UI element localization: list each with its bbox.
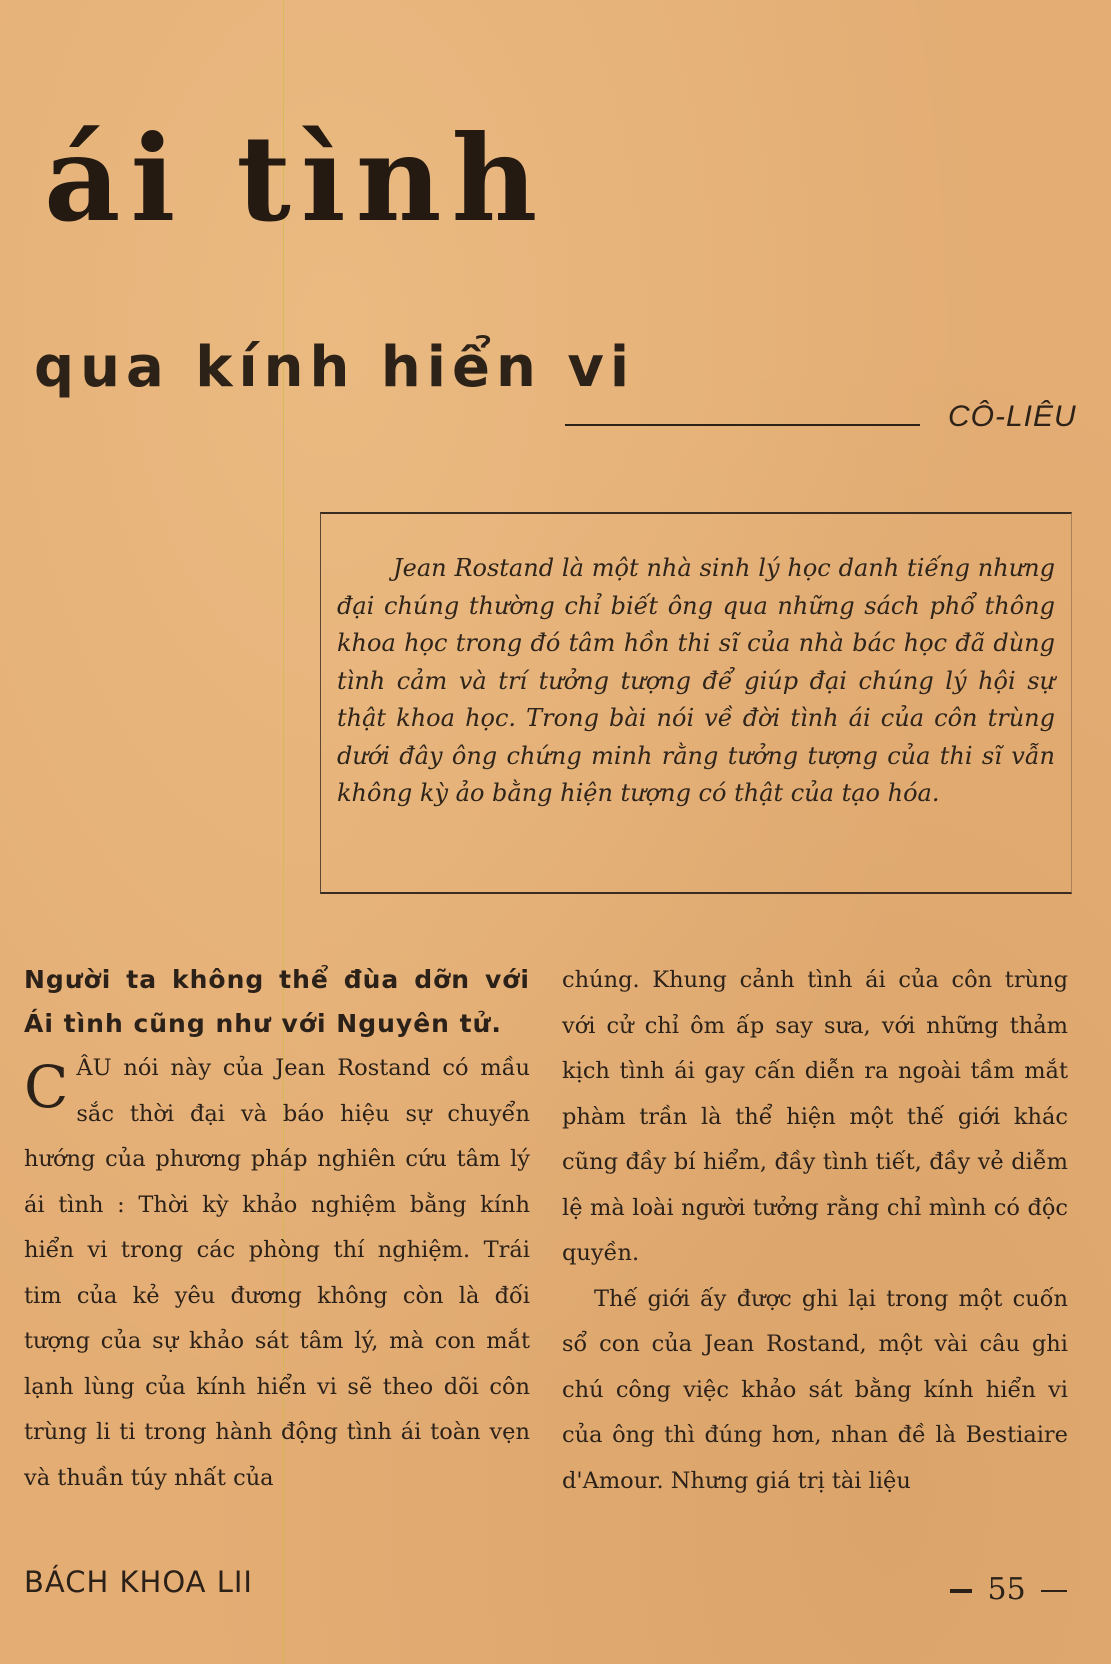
drop-cap: C: [24, 1053, 69, 1121]
article-title: ái tình: [44, 109, 548, 248]
page-number: 55: [987, 1572, 1026, 1607]
page-number-dash-left: [950, 1589, 972, 1593]
page-number-footer: [944, 1572, 1073, 1607]
author-byline: CÔ-LIÊU: [948, 400, 1077, 433]
byline-rule: [565, 424, 920, 426]
right-body-paragraph-2: Thế giới ấy được ghi lại trong một cuốn sổ con của Jean Rostand, một vài câu ghi chú công việc khảo sát bằng kính hiển vi của ông thì đúng hơn, nhan đề là Bestiaire d'Amour. Nhưng giá trị tài liệu: [562, 1285, 1068, 1494]
lead-in-quote: Người ta không thể đùa dỡn với Ái tình cũng như với Nguyên tử.: [24, 965, 530, 1038]
left-column: [24, 958, 530, 1501]
right-column: [562, 958, 1068, 1504]
right-body-paragraph-1: chúng. Khung cảnh tình ái của côn trùng với cử chỉ ôm ấp say sưa, với những thảm kịch tình ái gay cấn diễn ra ngoài tầm mắt phàm trần là thể hiện một thế giới khác cũng đầy bí hiểm, đầy tình tiết, đầy vẻ diễm lệ mà loài người tưởng rằng chỉ mình có độc quyền.: [562, 967, 1068, 1266]
left-body-paragraph: [24, 1046, 530, 1501]
left-body-text: ÂU nói này của Jean Rostand có mầu sắc thời đại và báo hiệu sự chuyển hướng của phương pháp nghiên cứu tâm lý ái tình : Thời kỳ khảo nghiệm bằng kính hiển vi trong các phòng thí nghiệm. Trái tim của kẻ yêu đương không còn là đối tượng của sự khảo sát tâm lý, mà con mắt lạnh lùng của kính hiển vi sẽ theo dõi côn trùng li ti trong hành động tình ái toàn vẹn và thuần túy nhất của: [24, 1055, 530, 1491]
article-subtitle: qua kính hiển vi: [34, 335, 636, 400]
page-number-dash-right: [1041, 1590, 1067, 1592]
intro-text: Jean Rostand là một nhà sinh lý học danh tiếng nhưng đại chúng thường chỉ biết ông qua những sách phổ thông khoa học trong đó tâm hồn thi sĩ của nhà bác học đã dùng tình cảm và trí tưởng tượng để giúp đại chúng lý hội sự thật khoa học. Trong bài nói về đời tình ái của côn trùng dưới đây ông chứng minh rằng tưởng tượng của thi sĩ vẫn không kỳ ảo bằng hiện tượng có thật của tạo hóa.: [337, 554, 1055, 807]
intro-box: [320, 512, 1072, 894]
publication-footer: BÁCH KHOA LII: [24, 1565, 253, 1599]
